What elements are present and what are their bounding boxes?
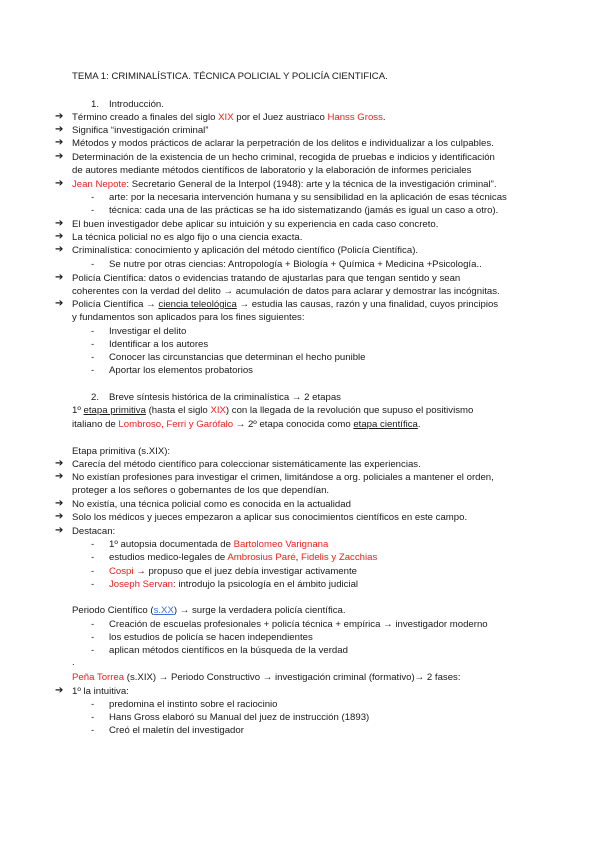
arrow-bullet-icon: ➔: [55, 525, 64, 536]
underlined-term: ciencia teleológica: [158, 299, 237, 310]
bullet-text: [72, 179, 496, 191]
subheading: [72, 605, 346, 617]
sub-bullet-text: [109, 566, 357, 578]
bullet-text: Criminalística: conocimiento y aplicación del método científico (Policía Científica).: [72, 245, 419, 256]
dash-bullet: -: [91, 326, 95, 337]
subheading: Etapa primitiva (s.XIX):: [72, 446, 171, 457]
person-name: Peña Torrea: [72, 672, 125, 683]
arrow-bullet-icon: ➔: [55, 272, 64, 283]
bullet-text: Carecía del método científico para coleccionar sistemáticamente las experiencias.: [72, 459, 421, 470]
stray-dot: .: [72, 657, 75, 668]
dash-bullet: -: [91, 725, 95, 736]
dash-bullet: -: [91, 192, 95, 203]
sub-bullet-text: [109, 552, 377, 564]
text-run: .: [417, 419, 421, 430]
person-name: Hanss Gross: [327, 112, 383, 123]
bullet-text-cont: coherentes con la verdad del delito → acumulación de datos para aclarar y demostrar las incógnitas.: [72, 286, 500, 297]
person-name: Joseph Servan: [109, 579, 173, 590]
underlined-term: etapa científica: [353, 419, 418, 430]
text-run: por el Juez austriaco: [233, 112, 328, 123]
person-name: Ambrosius Paré: [227, 552, 296, 563]
paragraph-line: [72, 419, 421, 431]
sub-bullet-text: Creación de escuelas profesionales + policía técnica + empírica → investigador moderno: [109, 619, 488, 630]
bullet-text: No existía, una técnica policial como es conocida en la actualidad: [72, 499, 351, 510]
dash-bullet: -: [91, 365, 95, 376]
text-run: Periodo Científico (: [72, 605, 154, 616]
arrow-bullet-icon: ➔: [55, 298, 64, 309]
bullet-text: Solo los médicos y jueces empezaron a aplicar sus conocimientos científicos en este campo.: [72, 512, 468, 523]
sub-bullet-text: predomina el instinto sobre el raciocinio: [109, 699, 278, 710]
text-run: : introdujo la psicología en el ámbito judicial: [173, 579, 359, 590]
text-run: ) con la llegada de la revolución que supuso el positivismo: [225, 405, 474, 416]
paragraph-line: [72, 405, 473, 417]
linked-term[interactable]: s.XX: [153, 605, 174, 616]
dash-bullet: -: [91, 645, 95, 656]
dash-bullet: -: [91, 552, 95, 563]
bullet-text: El buen investigador debe aplicar su intuición y su experiencia en cada caso concreto.: [72, 219, 439, 230]
text-run: XIX: [210, 405, 226, 416]
dash-bullet: -: [91, 699, 95, 710]
text-run: (hasta el siglo: [145, 405, 211, 416]
dash-bullet: -: [91, 579, 95, 590]
arrow-bullet-icon: ➔: [55, 471, 64, 482]
sub-bullet-text: Identificar a los autores: [109, 339, 209, 350]
sub-bullet-text: Aportar los elementos probatorios: [109, 365, 253, 376]
sub-bullet-text: aplican métodos científicos en la búsqueda de la verdad: [109, 645, 348, 656]
bullet-text: Determinación de la existencia de un hecho criminal, recogida de pruebas e indicios y identificación: [72, 152, 495, 163]
underlined-term: etapa primitiva: [83, 405, 146, 416]
arrow-bullet-icon: ➔: [55, 111, 64, 122]
bullet-text: Significa “investigación criminal”: [72, 125, 209, 136]
text-run: Término creado a finales del siglo: [72, 112, 219, 123]
bullet-text: Métodos y modos prácticos de aclarar la perpetración de los delitos e individualizar a los culpables.: [72, 138, 494, 149]
text-run: Policía Científica →: [72, 299, 159, 310]
arrow-bullet-icon: ➔: [55, 511, 64, 522]
arrow-bullet-icon: ➔: [55, 498, 64, 509]
person-name: Lombroso, Ferri y Garófalo: [118, 419, 234, 430]
dash-bullet: -: [91, 352, 95, 363]
text-run: estudios medico-legales de: [109, 552, 228, 563]
sub-bullet-text: los estudios de policía se hacen independientes: [109, 632, 313, 643]
document-title: TEMA 1: CRIMINALÍSTICA. TÉCNICA POLICIAL Y POLICÍA CIENTIFICA.: [72, 71, 388, 82]
bullet-text-cont: de autores mediante métodos científicos de laboratorio y la elaboración de informes periciales: [72, 165, 472, 176]
bullet-text: Destacan:: [72, 526, 116, 537]
dash-bullet: -: [91, 712, 95, 723]
bullet-text: La técnica policial no es algo fijo o una ciencia exacta.: [72, 232, 303, 243]
sub-bullet-text: Se nutre por otras ciencias: Antropología + Biología + Química + Medicina +Psicología..: [109, 259, 482, 270]
dash-bullet: -: [91, 339, 95, 350]
sub-bullet-text: Investigar el delito: [109, 326, 187, 337]
arrow-bullet-icon: ➔: [55, 244, 64, 255]
person-name: Bartolomeo Varignana: [233, 539, 329, 550]
sub-bullet-text: [109, 539, 328, 551]
section-heading: Introducción.: [109, 99, 164, 110]
person-name: Cospi: [109, 566, 134, 577]
text-run: → propuso que el juez debía investigar activamente: [133, 566, 357, 577]
dash-bullet: -: [91, 205, 95, 216]
dash-bullet: -: [91, 539, 95, 550]
bullet-text: [72, 112, 386, 124]
bullet-text-cont: y fundamentos son aplicados para los fines siguientes:: [72, 312, 305, 323]
arrow-bullet-icon: ➔: [55, 685, 64, 696]
text-run: italiano de: [72, 419, 119, 430]
bullet-text: No existían profesiones para investigar el crimen, limitándose a org. policiales a mantener el orden,: [72, 472, 494, 483]
bullet-text: [72, 299, 498, 311]
text-run: ,: [295, 552, 301, 563]
section-number: 2.: [91, 392, 100, 403]
text-run: → 2º etapa conocida como: [233, 419, 354, 430]
arrow-bullet-icon: ➔: [55, 124, 64, 135]
sub-bullet-text: técnica: cada una de las prácticas se ha ido sistematizando (jamás es igual un caso a otro).: [109, 205, 499, 216]
dash-bullet: -: [91, 566, 95, 577]
arrow-bullet-icon: ➔: [55, 151, 64, 162]
bullet-text: 1º la intuitiva:: [72, 686, 129, 697]
sub-bullet-text: Hans Gross elaboró su Manual del juez de instrucción (1893): [109, 712, 370, 723]
bullet-text-cont: proteger a los señores o gobernantes de los que dependían.: [72, 485, 330, 496]
text-run: (s.XIX) → Periodo Constructivo → investigación criminal (formativo)→ 2 fases:: [124, 672, 461, 683]
sub-bullet-text: Conocer las circunstancias que determinan el hecho punible: [109, 352, 366, 363]
text-run: : Secretario General de la Interpol (1948): arte y la técnica de la investigación criminal”.: [126, 179, 497, 190]
section-heading: Breve síntesis histórica de la criminalística → 2 etapas: [109, 392, 341, 403]
arrow-bullet-icon: ➔: [55, 178, 64, 189]
sub-bullet-text: [109, 579, 358, 591]
sub-bullet-text: arte: por la necesaria intervención humana y su sensibilidad en la aplicación de esas técnicas: [109, 192, 507, 203]
text-run: → estudia las causas, razón y una finalidad, cuyos principios: [236, 299, 499, 310]
dash-bullet: -: [91, 619, 95, 630]
text-run: XIX: [218, 112, 234, 123]
arrow-bullet-icon: ➔: [55, 218, 64, 229]
arrow-bullet-icon: ➔: [55, 137, 64, 148]
person-name: Jean Nepote: [72, 179, 127, 190]
section-number: 1.: [91, 99, 100, 110]
text-run: 1º: [72, 405, 84, 416]
text-run: 1º autopsia documentada de: [109, 539, 234, 550]
arrow-bullet-icon: ➔: [55, 231, 64, 242]
dash-bullet: -: [91, 632, 95, 643]
sub-bullet-text: Creó el maletín del investigador: [109, 725, 244, 736]
text-run: ) → surge la verdadera policía científica.: [173, 605, 346, 616]
person-name: Fidelis y Zacchias: [301, 552, 378, 563]
dash-bullet: -: [91, 259, 95, 270]
bullet-text: Policía Científica: datos o evidencias tratando de ajustarlas para que tengan sentido y sean: [72, 273, 461, 284]
arrow-bullet-icon: ➔: [55, 458, 64, 469]
text-run: .: [382, 112, 386, 123]
subheading: [72, 672, 461, 684]
